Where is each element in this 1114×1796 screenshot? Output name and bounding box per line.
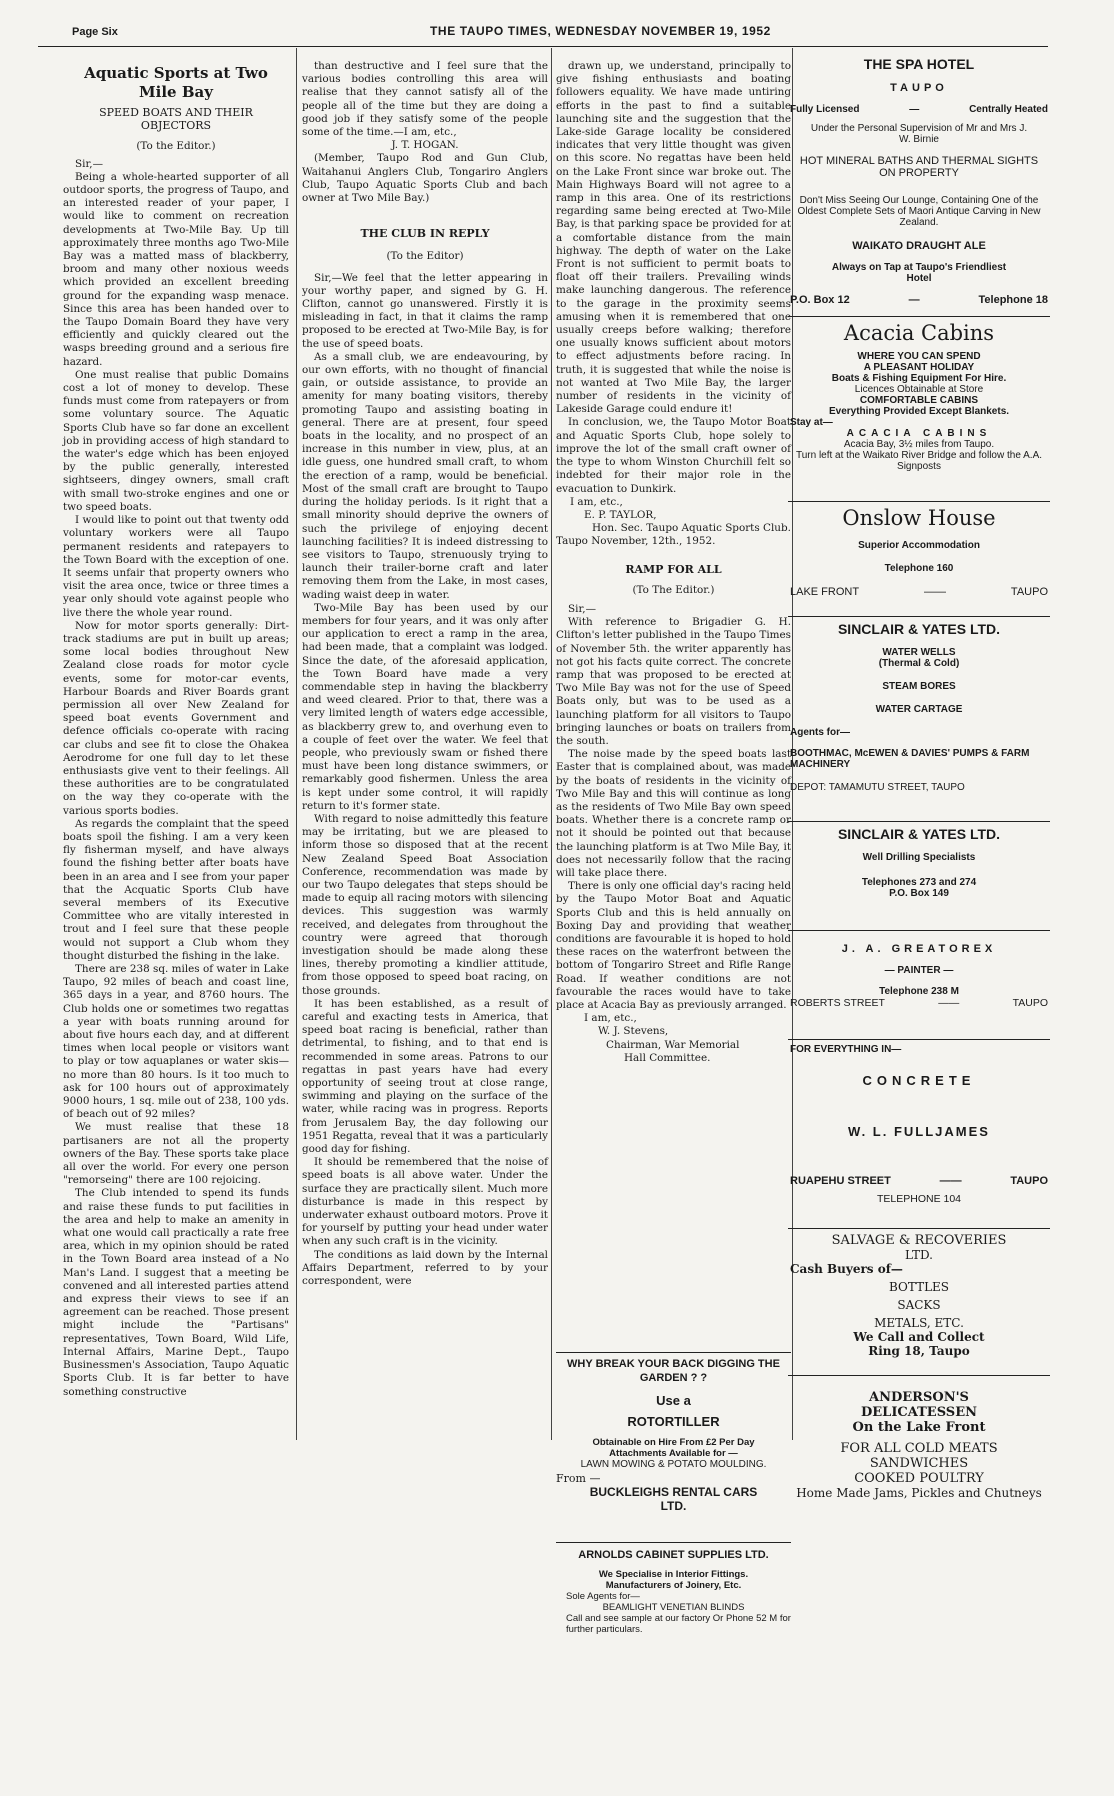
company-name: SINCLAIR & YATES LTD. xyxy=(837,826,1001,842)
article-title: THE CLUB IN REPLY xyxy=(360,227,490,241)
signature-line: I am, etc., xyxy=(584,1012,637,1025)
article-subtitle: SPEED BOATS AND THEIR OBJECTORS xyxy=(99,106,253,133)
signature-line: Chairman, War Memorial xyxy=(606,1038,740,1051)
ad-line: DEPOT: TAMAMUTU STREET, TAUPO xyxy=(790,782,965,793)
letter-column-2 xyxy=(302,60,548,1288)
ad-line: DELICATESSEN xyxy=(861,1405,977,1420)
ad-line: TAUPO xyxy=(1012,997,1048,1009)
ad-line: TELEPHONE 104 xyxy=(876,1193,962,1205)
ad-sinclair-yates xyxy=(788,617,1050,822)
paragraph: As a small club, we are endeavouring, by our own efforts, with no thought of financial gain, or outside assistance, to provide an amenity for many boating visitors, thereby promoting Taupo and assisting boating in general. There are at present, four speed boats in the locality, and no prospect of an increase in this number in view, plus, at an idle guess, one hundred small craft, to whom the erection of a ramp, would be beneficial. Most of the small craft are brought to Taupo during the holiday periods. Is it right that a small minority should deprive the owners of such the privilege of enjoying decent launching facilities? It is indeed distressing to see visitors to Taupo, strenuously trying to launch their trailer-borne craft and later removing them from the Lake, in most cases, wading waist deep in water. xyxy=(302,350,548,601)
ad-line: WATER CARTAGE xyxy=(875,704,963,715)
ad-line: Under the Personal Supervision of Mr and Mrs J. W. Birnie xyxy=(810,123,1028,145)
article-title: Aquatic Sports at Two Mile Bay xyxy=(84,64,268,101)
ad-line: Superior Accommodation xyxy=(858,540,980,551)
paragraph: As regards the complaint that the speed boats spoil the fishing. I am a very keen fly fisherman myself, and have always found the fishing better after boats have been in an area and I see from your paper that the Acquatic Sports Club have several members of its Executive Committee who are vitally interested in trout and I feel sure that these people would not support a Club whom they thought disturbed the fishing in the lake. xyxy=(63,817,289,962)
salutation: Sir,— xyxy=(568,602,596,615)
ad-line: Ring 18, Taupo xyxy=(868,1344,970,1358)
signature-line: E. P. TAYLOR, xyxy=(584,508,657,521)
ad-line: Sole Agents for— xyxy=(566,1591,640,1602)
ad-line: Telephones 273 and 274 xyxy=(861,877,977,888)
ad-line: On the Lake Front xyxy=(852,1420,986,1435)
ad-line: FOR ALL COLD MEATS xyxy=(840,1441,998,1456)
ad-sinclair-yates-drilling xyxy=(788,822,1050,931)
signature-block xyxy=(556,496,791,536)
ad-line: SANDWICHES xyxy=(869,1456,969,1471)
company-name: BUCKLEIGHS RENTAL CARS LTD. xyxy=(589,1485,758,1513)
ad-line: — PAINTER — xyxy=(884,965,954,976)
ad-line: Licences Obtainable at Store xyxy=(854,384,984,395)
ad-line: P.O. Box 149 xyxy=(889,888,949,899)
ad-line: BOTTLES xyxy=(888,1280,950,1294)
paragraph: It should be remembered that the noise of speed boats is all above water. Under the surface they are practically silent. Much more disturbance is made in this respect by underwater exhaust outboard motors. Prove it for yourself by putting your head under water when any such craft is in the vicinity. xyxy=(302,1156,548,1248)
ad-line: Turn left at the Waikato River Bridge and follow the A.A. Signposts xyxy=(795,450,1043,472)
ad-onslow-house xyxy=(788,502,1050,617)
paragraph: than destructive and I feel sure that the various bodies controlling this area will realise that they cannot satisfy all of the people all of the time but they are doing a good job if they satisfy some of the people some of the time.—I am, etc., xyxy=(302,60,548,139)
ad-line: WATER WELLS xyxy=(882,647,956,658)
paragraph: With regard to noise admittedly this feature may be irritating, but we are pleased to inform those so disposed that at the recent New Zealand Speed Boat Association Conference, recommendation was made by our two Taupo delegates that steps should be made to equip all racing motors with silencing devices. This suggestion was warmly received, and delegates from throughout the country were agreed that thorough investigation should be made along these lines, thereby promoting a kindlier attitude, from those opposed to speed boat racing, on those grounds. xyxy=(302,812,548,997)
ad-line: P.O. Box 12 xyxy=(790,294,850,306)
company-name: SINCLAIR & YATES LTD. xyxy=(837,621,1001,637)
signature-name: J. T. HOGAN. xyxy=(391,139,459,152)
signature-line: Hall Committee. xyxy=(624,1051,711,1064)
page-number: Page Six xyxy=(72,26,118,38)
paragraph: I would like to point out that twenty odd voluntary workers were all Taupo permanent residents and ratepayers to the Town Board with the exception of one. It seems unfair that property owners who visit the area once, twice or three times a year only should vote against people who live there the whole year round. xyxy=(63,514,289,619)
ad-line: WAIKATO DRAUGHT ALE xyxy=(852,240,986,252)
company-name: ARNOLDS CABINET SUPPLIES LTD. xyxy=(578,1549,769,1561)
ad-line: (Thermal & Cold) xyxy=(878,658,960,669)
ad-column xyxy=(788,50,1050,1504)
ad-line: TAUPO xyxy=(890,82,948,94)
ad-line: METALS, ETC. xyxy=(874,1316,964,1330)
masthead-title: THE TAUPO TIMES, WEDNESDAY NOVEMBER 19, 1952 xyxy=(430,24,771,38)
ad-line: COMFORTABLE CABINS xyxy=(859,395,979,406)
ad-line: Use a xyxy=(656,1393,691,1408)
ad-line: Telephone 18 xyxy=(978,294,1048,306)
business-name: Acacia Cabins xyxy=(843,321,995,345)
ad-spa-hotel xyxy=(788,50,1050,317)
ad-line: TAUPO xyxy=(1010,586,1048,598)
editor-line: (To the Editor) xyxy=(386,250,464,263)
ad-line: ACACIA CABINS xyxy=(846,428,992,439)
ad-line: Everything Provided Except Blankets. xyxy=(828,406,1010,417)
ad-heading: WHY BREAK YOUR BACK DIGGING THE GARDEN ? ? xyxy=(567,1358,780,1384)
paragraph: drawn up, we understand, principally to give fishing enthusiasts and boating followers equality. We have made untiring efforts in the past to find a suitable launching site and the suggestion that the Lake-side Garage locality be considered indicates that very little thought was given on this score. No regattas have been held on the Lake Front since war broke out. The Main Highways Board will not agree to a ramp in this area. One of its restrictions regarding same being erected at Two-Mile Bay, is that parking space be provided for at a comfortable distance from the main highway. The depth of water on the Lake Front is not sufficient to permit boats to float off their trailers. Prevailing winds make launching dangerous. The reference to the garage in the proximity seems amusing when it is remembered that one usually creeps before walking; therefore one usually knows sufficient about motors to effect adjustments before racing. In truth, it is suggested that while the noise is not wanted at Two Mile Bay, the larger number of residents in the vicinity of Lakeside Garage could endure it! xyxy=(556,60,791,416)
ad-line: Cash Buyers of— xyxy=(790,1262,903,1276)
paragraph: With reference to Brigadier G. H. Clifton's letter published in the Taupo Times of November 5th. the writer apparently has not got his facts quite correct. The concrete ramp that was proposed to be erected at Two Mile Bay was not for the use of Speed Boats only, but was to be used as a launching platform for all visitors to Taupo bringing launches or boats on trailers from the south. xyxy=(556,616,791,747)
salutation: Sir,— xyxy=(75,157,103,170)
paragraph: One must realise that public Domains cost a lot of money to develop. These funds must come from ratepayers or from some voluntary source. The Aquatic Sports Club have so far done an excellent job in providing access of high standard to the water's edge which has been enjoyed by the public generally, interested sightseers, dingey owners, small craft with small two-stroke engines and one or two speed boats. xyxy=(63,368,289,513)
ad-row: RUAPEHU STREET —— TAUPO xyxy=(790,1175,1048,1187)
paragraph: The Club intended to spend its funds and raise these funds to put facilities in the area and help to make an amenity in what one would call practically a rate free area, which in my opinion should be rated in the Town Board area instead of a No Man's Land. I suggest that a meeting be convened and all interested parties attend and express their views to see if an agreement can be reached. Those present might include the "Partisans" representatives, Town Board, Wild Life, Internal Affairs, Marine Dept., Taupo Businessmen's Association, Taupo Aquatic Sports Club. It is far better to have something constructive xyxy=(63,1187,289,1398)
business-name: Onslow House xyxy=(842,506,996,530)
ad-line: LTD. xyxy=(904,1248,933,1262)
ad-line: Call and see sample at our factory Or Phone 52 M for further particulars. xyxy=(566,1613,791,1635)
signature-line: W. J. Stevens, xyxy=(598,1025,669,1038)
column-rule xyxy=(551,48,552,1440)
ad-line: HOT MINERAL BATHS AND THERMAL SIGHTS ON PROPERTY xyxy=(799,155,1039,179)
signature-note: (Member, Taupo Rod and Gun Club, Waitahanui Anglers Club, Tongariro Anglers Club, Taupo Aquatic Sports Club and bach owner at Two Mile Bay.) xyxy=(302,152,548,205)
ad-line: We Call and Collect xyxy=(853,1330,985,1344)
ad-line: Don't Miss Seeing Our Lounge, Containing One of the Oldest Complete Sets of Maori Antique Carving in New Zealand. xyxy=(797,195,1041,228)
ad-row: Fully Licensed — Centrally Heated xyxy=(790,104,1048,115)
ad-line: TAUPO xyxy=(1010,1175,1048,1187)
ad-row: P.O. Box 12 — Telephone 18 xyxy=(790,294,1048,306)
ad-line: STEAM BORES xyxy=(882,681,956,692)
ad-arnolds xyxy=(556,1542,791,1635)
ad-line: WHERE YOU CAN SPEND xyxy=(857,351,981,362)
ad-line: Well Drilling Specialists xyxy=(862,852,976,863)
ad-salvage xyxy=(788,1229,1050,1376)
ad-line: BEAMLIGHT VENETIAN BLINDS xyxy=(602,1602,745,1613)
ad-line: LAWN MOWING & POTATO MOULDING. xyxy=(580,1459,767,1470)
letter-column-1 xyxy=(63,62,289,1399)
article-title: RAMP FOR ALL xyxy=(625,562,722,576)
paragraph: There is only one official day's racing held by the Taupo Motor Boat and Aquatic Sports Club and this is held annually on Boxing Day and providing that weather conditions are favourable it is hoped to hold these races on the waterfront between the bottom of Tongariro Street and Rifle Range Road. If weather conditions are not favourable the races would have to take place at Acacia Bay as previously arranged. xyxy=(556,880,791,1012)
ad-line: COOKED POULTRY xyxy=(854,1471,984,1486)
signature-line: I am, etc., xyxy=(570,495,623,508)
ad-line: Fully Licensed xyxy=(790,104,860,115)
paragraph: The conditions as laid down by the Internal Affairs Department, referred to by your correspondent, were xyxy=(302,1248,548,1288)
ad-line: A PLEASANT HOLIDAY xyxy=(863,362,975,373)
paragraph: Now for motor sports generally: Dirt-track stadiums are put in built up areas; some local bodies throughout New Zealand close roads for motor cycle events, some for motor-car events, Harbour Boards and River Boards grant permission all over New Zealand for speed boat events Government and defence officials co-operate with racing car clubs and see fit to close the Ohakea Aerodrome for one full day to let these enthusiasts give vent to their feelings. All these authorities are to be congratulated on the way they co-operate with the various sports bodies. xyxy=(63,619,289,817)
letter-column-3 xyxy=(556,60,791,1065)
product-name: ROTORTILLER xyxy=(627,1414,720,1429)
ad-line: Boats & Fishing Equipment For Hire. xyxy=(831,373,1007,384)
ad-line: From — xyxy=(556,1472,601,1485)
ad-row: LAKE FRONT —— TAUPO xyxy=(790,586,1048,598)
business-name: SALVAGE & RECOVERIES xyxy=(831,1233,1007,1248)
editor-line: (To The Editor.) xyxy=(632,583,715,596)
ad-row: ROBERTS STREET —— TAUPO xyxy=(790,997,1048,1009)
editor-line: (To the Editor.) xyxy=(136,140,216,153)
paragraph: We must realise that these 18 partisaners are not all the property owners of the Bay. These sports take place all over the world. For every one person "remorseing" there are 100 rejoicing. xyxy=(63,1121,289,1187)
signature-block xyxy=(556,1012,791,1065)
page-header xyxy=(38,22,1048,47)
business-name: J. A. GREATOREX xyxy=(841,943,997,955)
ad-line: LAKE FRONT xyxy=(790,586,860,598)
ad-line: Acacia Bay, 3½ miles from Taupo. xyxy=(843,439,995,450)
ad-line: Manufacturers of Joinery, Etc. xyxy=(605,1580,742,1591)
column-rule xyxy=(296,48,297,1440)
ad-andersons xyxy=(788,1376,1050,1504)
hotel-name: THE SPA HOTEL xyxy=(863,56,975,72)
paragraph: Being a whole-hearted supporter of all outdoor sports, the progress of Taupo, and an interested reader of your paper, I would like to comment on recreation developments at Two-Mile Bay. Up till approximately three months ago Two-Mile Bay was a matted mass of blackberry, broom and many other noxious weeds which provided an excellent breeding ground for the expanding wasp menace. Since this area has been handed over to the Taupo Domain Board they have very efficiently and quickly cleared out the wasps breeding ground and a serious fire hazard. xyxy=(63,170,289,368)
paragraph: There are 238 sq. miles of water in Lake Taupo, 92 miles of beach and coast line, 365 days in a year, and 8760 hours. The Club holds one or sometimes two regattas a year with boats running around for about five hours each day, and at different times when local people or visitors want to play or tow aquaplanes or water skis—no more than 80 hours. Is it too much to ask for 100 hours out of approximately 9000 hours, 1 sq. mile out of 238, 100 yds. of beach out of 92 miles? xyxy=(63,963,289,1121)
ad-rotortiller xyxy=(556,1352,791,1513)
paragraph: It has been established, as a result of careful and exacting tests in America, that speed boat racing is beneficial, rather than detrimental, to fishing, and to that end is recommended in some areas. Patrons to our regattas in past years have had every opportunity of seeing trout at close range, swimming and playing on the surface of the water, while racing was in progress. Reports from Jerusalem Bay, the day following our 1951 Regatta, reveal that it was a particularly good day for fishing. xyxy=(302,997,548,1156)
signature-line: Hon. Sec. Taupo Aquatic Sports Club. xyxy=(592,522,791,535)
ad-line: Home Made Jams, Pickles and Chutneys xyxy=(796,1486,1042,1500)
paragraph: In conclusion, we, the Taupo Motor Boat and Aquatic Sports Club, hope solely to improve the lot of the small craft owner of the type to whom Winston Churchill felt so indebted for their major role in the evacuation to Dunkirk. xyxy=(556,416,791,495)
business-name: ANDERSON'S xyxy=(869,1390,969,1405)
ad-greatorex xyxy=(788,931,1050,1040)
ad-concrete xyxy=(788,1040,1050,1229)
ad-line: Attachments Available for — xyxy=(609,1448,738,1459)
ad-line: Always on Tap at Taupo's Friendliest Hotel xyxy=(831,262,1007,284)
ad-line: Centrally Heated xyxy=(969,104,1048,115)
ad-line: Agents for— xyxy=(790,727,850,738)
signature-line: Taupo November, 12th., 1952. xyxy=(556,535,716,548)
paragraph: Sir,—We feel that the letter appearing in your worthy paper, and signed by G. H. Clifton, cannot go unanswered. Firstly it is misleading in fact, in that it claims the ramp proposed to be erected at Two-Mile Bay, is for the use of speed boats. xyxy=(302,271,548,350)
paragraph: Two-Mile Bay has been used by our members for four years, and it was only after our application to erect a ramp in the area, had been made, that a complaint was lodged. Since the date, of the aforesaid application, the Town Board have made a very commendable step in having the blackberry and weed cleared. Prior to that, there was a very limited length of waters edge accessible, as blackberry grew to, and overhung even to a couple of feet over the water. We feel that people, who previously swam or fished there must have been long distance swimmers, or remarkably good fishermen. Unless the area is kept under some control, it will rapidly return to it's former state. xyxy=(302,601,548,812)
ad-line: Stay at— xyxy=(790,417,833,428)
ad-line: RUAPEHU STREET xyxy=(790,1175,891,1187)
ad-acacia-cabins xyxy=(788,317,1050,502)
paragraph: The noise made by the speed boats last Easter that is complained about, was made by the boats of residents in the vicinity of Two Mile Bay and this will continue as long as the residents of Two Mile Bay own speed boats. Whether there is a concrete ramp or not it should be pointed out that because the launching platform is at Two Mile Bay, it does not necessarily follow that the racing will take place there. xyxy=(556,748,791,879)
business-name: W. L. FULLJAMES xyxy=(848,1124,990,1139)
ad-line: FOR EVERYTHING IN— xyxy=(790,1044,902,1055)
ad-line: CONCRETE xyxy=(862,1073,976,1088)
ad-line: ROBERTS STREET xyxy=(790,997,885,1009)
ad-line: Obtainable on Hire From £2 Per Day xyxy=(592,1437,755,1448)
ad-line: BOOTHMAC, McEWEN & DAVIES' PUMPS & FARM MACHINERY xyxy=(790,748,1030,770)
ad-line: Telephone 238 M xyxy=(879,986,959,997)
ad-line: SACKS xyxy=(897,1298,941,1312)
ad-line: Telephone 160 xyxy=(884,563,954,574)
ad-line: We Specialise in Interior Fittings. xyxy=(598,1569,749,1580)
